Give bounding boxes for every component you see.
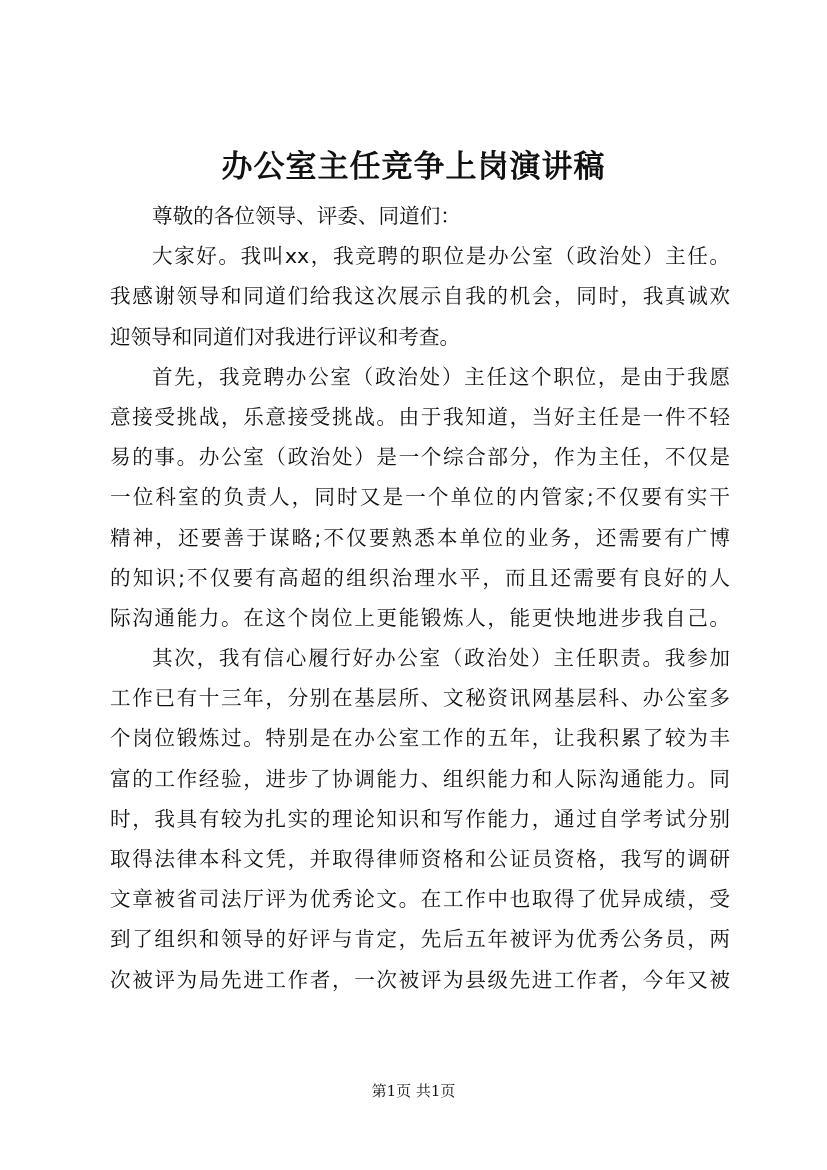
text-line: 富的工作经验，进步了协调能力、组织能力和人际沟通能力。同 <box>110 766 730 791</box>
text-line: 意接受挑战，乐意接受挑战。由于我知道，当好主任是一件不轻 <box>110 404 730 429</box>
text-line: 其次，我有信心履行好办公室（政治处）主任职责。我参加 <box>152 646 730 671</box>
text-line: 大家好。我叫xx，我竞聘的职位是办公室（政治处）主任。 <box>152 244 730 269</box>
text-line: 取得法律本科文凭，并取得律师资格和公证员资格，我写的调研 <box>110 847 730 871</box>
text-line: 一位科室的负责人，同时又是一个单位的内管家;不仅要有实干 <box>110 485 730 510</box>
text-line: 个岗位锻炼过。特别是在办公室工作的五年，让我积累了较为丰 <box>110 726 730 751</box>
text-line: 尊敬的各位领导、评委、同道们： <box>152 204 461 228</box>
page-footer: 第1页 共1页 <box>371 1082 456 1100</box>
text-line: 到了组织和领导的好评与肯定，先后五年被评为优秀公务员，两 <box>110 927 730 952</box>
text-line: 工作已有十三年，分别在基层所、文秘资讯网基层科、办公室多 <box>110 686 730 711</box>
text-line: 际沟通能力。在这个岗位上更能锻炼人，能更快地进步我自己。 <box>110 605 730 630</box>
text-line: 文章被省司法厅评为优秀论文。在工作中也取得了优异成绩，受 <box>110 887 730 912</box>
text-line: 易的事。办公室（政治处）是一个综合部分，作为主任，不仅是 <box>110 445 730 470</box>
text-line: 首先，我竞聘办公室（政治处）主任这个职位，是由于我愿 <box>152 364 730 389</box>
text-line: 次被评为局先进工作者，一次被评为县级先进工作者，今年又被 <box>110 967 730 992</box>
text-line: 时，我具有较为扎实的理论知识和写作能力，通过自学考试分别 <box>110 806 730 831</box>
text-line: 我感谢领导和同道们给我这次展示自我的机会，同时，我真诚欢 <box>110 284 730 309</box>
text-line: 的知识;不仅要有高超的组织治理水平，而且还需要有良好的人 <box>110 565 730 590</box>
document-title: 办公室主任竞争上岗演讲稿 <box>221 149 606 185</box>
document-body <box>110 196 730 1000</box>
text-line: 迎领导和同道们对我进行评议和考查。 <box>110 324 461 349</box>
text-line: 精神，还要善于谋略;不仅要熟悉本单位的业务，还需要有广博 <box>110 525 730 550</box>
